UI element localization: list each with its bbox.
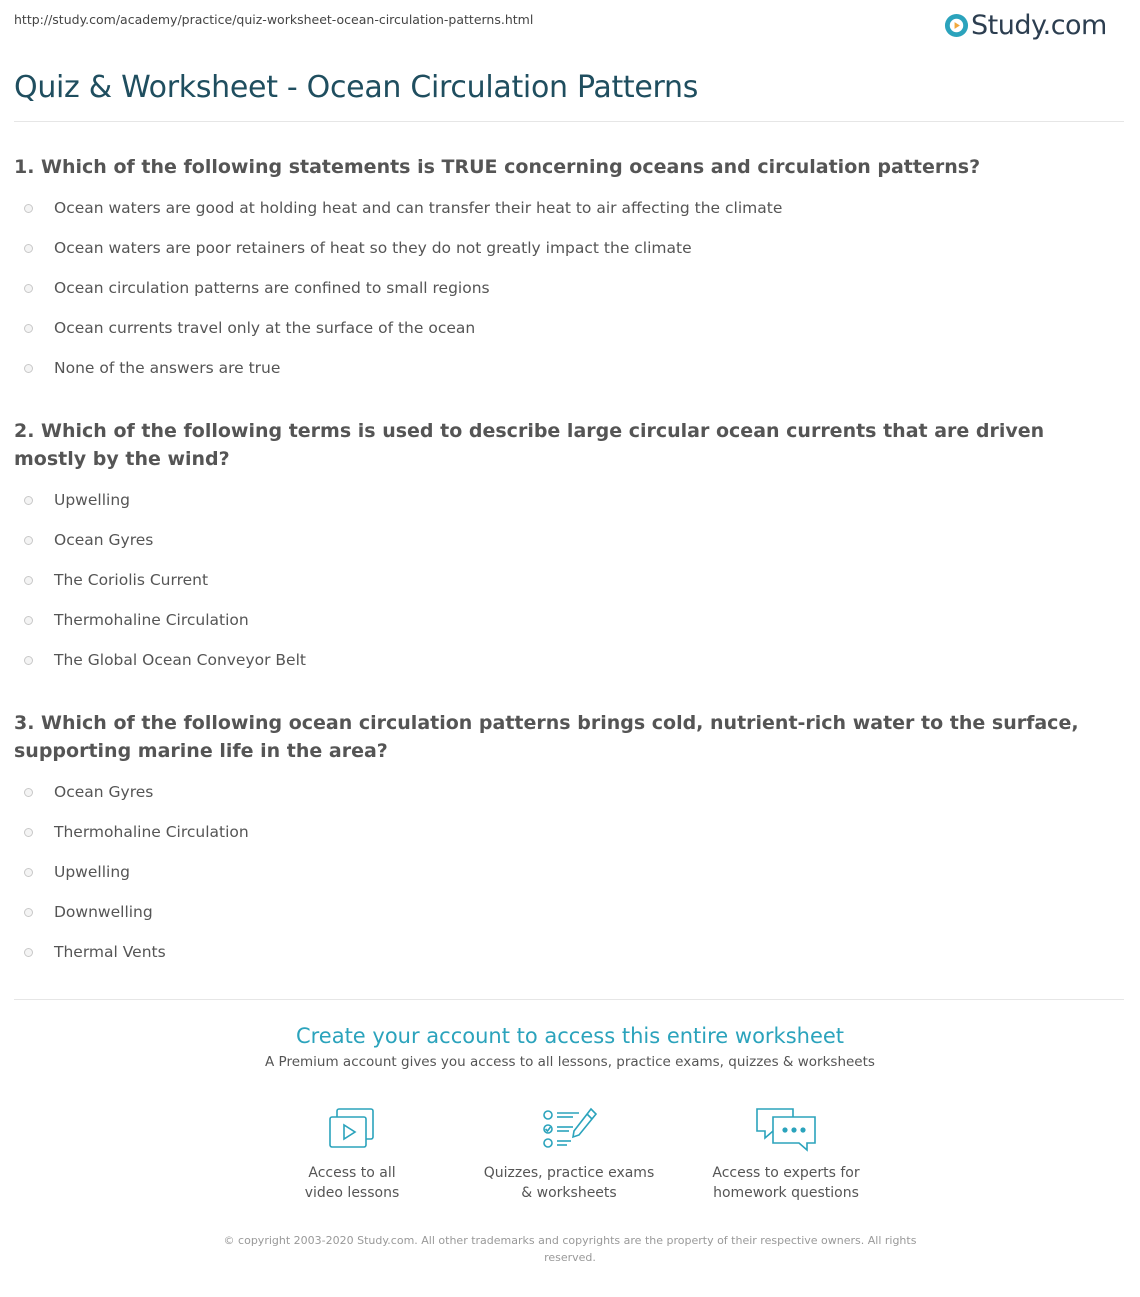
answer-label: Thermohaline Circulation	[54, 823, 249, 841]
answer-option[interactable]	[14, 852, 1114, 892]
answer-option[interactable]	[14, 268, 1114, 308]
answer-label: The Coriolis Current	[54, 571, 209, 589]
answer-list	[14, 772, 1114, 972]
answer-label: None of the answers are true	[54, 359, 281, 377]
answer-label: Ocean Gyres	[54, 783, 154, 801]
radio-button[interactable]	[24, 244, 33, 253]
answer-label: Ocean currents travel only at the surface of the ocean	[54, 319, 476, 337]
chat-bubbles-icon	[753, 1105, 819, 1153]
answer-option[interactable]	[14, 772, 1114, 812]
study-logo[interactable]	[944, 8, 1107, 42]
radio-button[interactable]	[24, 284, 33, 293]
copyright: © copyright 2003-2020 Study.com. All other trademarks and copyrights are the property of their respective owners. All rights reserved.	[223, 1234, 917, 1264]
video-lesson-icon	[325, 1105, 379, 1153]
title-divider	[14, 121, 1124, 122]
answer-list	[14, 480, 1114, 680]
radio-button[interactable]	[24, 656, 33, 665]
radio-button[interactable]	[24, 204, 33, 213]
feature-video-lessons	[252, 1105, 452, 1203]
radio-button[interactable]	[24, 536, 33, 545]
radio-button[interactable]	[24, 324, 33, 333]
question-1	[14, 153, 1114, 388]
feature-label: Access to all video lessons	[304, 1165, 400, 1201]
feature-quizzes	[469, 1105, 669, 1203]
question-3	[14, 709, 1114, 972]
answer-label: Downwelling	[54, 903, 153, 921]
answer-option[interactable]	[14, 892, 1114, 932]
answer-label: Ocean waters are good at holding heat and can transfer their heat to air affecting the climate	[54, 199, 783, 217]
answer-option[interactable]	[14, 812, 1114, 852]
question-text: 3. Which of the following ocean circulation patterns brings cold, nutrient-rich water to the surface, supporting marine life in the area?	[14, 712, 1079, 762]
section-divider	[14, 999, 1124, 1000]
answer-label: Ocean circulation patterns are confined to small regions	[54, 279, 490, 297]
answer-label: Ocean Gyres	[54, 531, 154, 549]
question-text: 1. Which of the following statements is TRUE concerning oceans and circulation patterns?	[14, 156, 981, 178]
feature-experts	[686, 1105, 886, 1203]
answer-label: Upwelling	[54, 863, 130, 881]
page-title: Quiz & Worksheet - Ocean Circulation Patterns	[14, 70, 699, 105]
answer-option[interactable]	[14, 348, 1114, 388]
radio-button[interactable]	[24, 576, 33, 585]
answer-option[interactable]	[14, 640, 1114, 680]
answer-list	[14, 188, 1114, 388]
feature-label: Access to experts for homework questions	[712, 1165, 860, 1201]
quiz-checklist-icon	[539, 1105, 599, 1153]
radio-button[interactable]	[24, 788, 33, 797]
answer-option[interactable]	[14, 480, 1114, 520]
answer-label: Upwelling	[54, 491, 130, 509]
answer-option[interactable]	[14, 600, 1114, 640]
signup-cta	[0, 1022, 1140, 1070]
answer-option[interactable]	[14, 228, 1114, 268]
answer-label: Thermohaline Circulation	[54, 611, 249, 629]
question-2	[14, 417, 1114, 680]
logo-text: Study.com	[971, 9, 1107, 41]
answer-option[interactable]	[14, 560, 1114, 600]
answer-option[interactable]	[14, 932, 1114, 972]
answer-label: Ocean waters are poor retainers of heat so they do not greatly impact the climate	[54, 239, 692, 257]
answer-option[interactable]	[14, 520, 1114, 560]
question-text: 2. Which of the following terms is used to describe large circular ocean currents that are driven mostly by the wind?	[14, 420, 1045, 470]
page-url: http://study.com/academy/practice/quiz-worksheet-ocean-circulation-patterns.html	[14, 12, 534, 27]
radio-button[interactable]	[24, 616, 33, 625]
radio-button[interactable]	[24, 868, 33, 877]
radio-button[interactable]	[24, 828, 33, 837]
cta-link[interactable]: Create your account to access this entire worksheet	[295, 1024, 845, 1048]
feature-label: Quizzes, practice exams & worksheets	[483, 1165, 655, 1201]
radio-button[interactable]	[24, 364, 33, 373]
answer-option[interactable]	[14, 308, 1114, 348]
radio-button[interactable]	[24, 496, 33, 505]
play-icon	[944, 13, 969, 38]
radio-button[interactable]	[24, 908, 33, 917]
answer-option[interactable]	[14, 188, 1114, 228]
answer-label: Thermal Vents	[54, 943, 166, 961]
radio-button[interactable]	[24, 948, 33, 957]
answer-label: The Global Ocean Conveyor Belt	[54, 651, 306, 669]
cta-subtitle: A Premium account gives you access to all lessons, practice exams, quizzes & worksheets	[265, 1054, 875, 1070]
